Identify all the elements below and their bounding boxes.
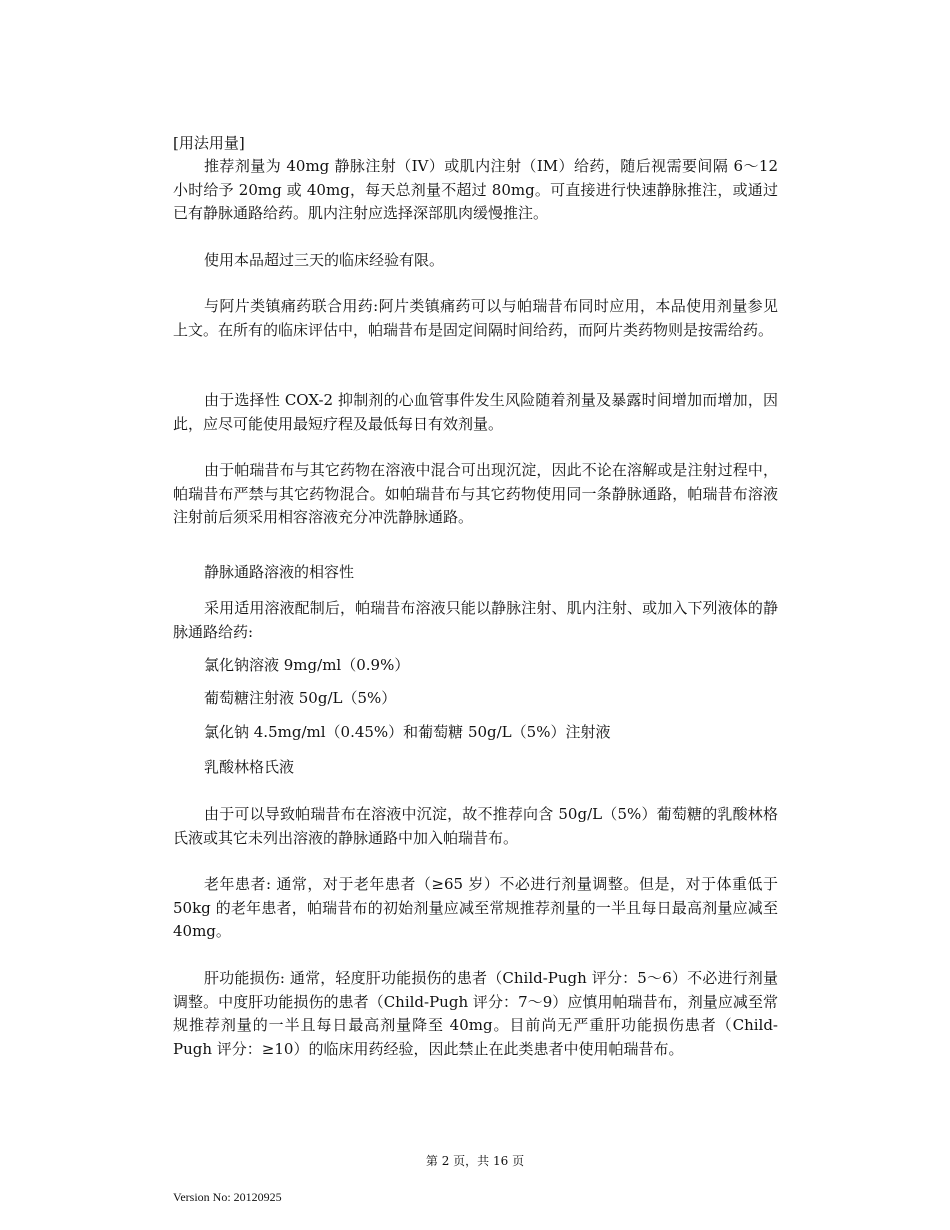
solution-item: 乳酸林格氏液 [204, 758, 295, 776]
solution-item: 氯化钠溶液 9mg/ml（0.9%） [204, 656, 410, 674]
paragraph-elderly: 老年患者: 通常，对于老年患者（≥65 岁）不必进行剂量调整。但是，对于体重低于 50kg 的老年患者，帕瑞昔布的初始剂量应减至常规推荐剂量的一半且每日最高剂量应减至 40mg。 [173, 875, 778, 940]
paragraph-cox2: 由于选择性 COX-2 抑制剂的心血管事件发生风险随着剂量及暴露时间增加而增加，因此，应尽可能使用最短疗程及最低每日有效剂量。 [173, 391, 778, 433]
paragraph-precipitation: 由于帕瑞昔布与其它药物在溶液中混合可出现沉淀，因此不论在溶解或是注射过程中，帕瑞昔布严禁与其它药物混合。如帕瑞昔布与其它药物使用同一条静脉通路，帕瑞昔布溶液注射前后须采用相容溶液充分冲洗静脉通路。 [173, 461, 778, 526]
paragraph-three-days: 使用本品超过三天的临床经验有限。 [204, 251, 445, 269]
paragraph-opioid: 与阿片类镇痛药联合用药:阿片类镇痛药可以与帕瑞昔布同时应用，本品使用剂量参见上文。在所有的临床评估中，帕瑞昔布是固定间隔时间给药，而阿片类药物则是按需给药。 [173, 297, 778, 339]
paragraph-not-recommended: 由于可以导致帕瑞昔布在溶液中沉淀，故不推荐向含 50g/L（5%）葡萄糖的乳酸林格氏液或其它未列出溶液的静脉通路中加入帕瑞昔布。 [173, 805, 778, 847]
paragraph-compat-title: 静脉通路溶液的相容性 [204, 563, 355, 581]
page-number: 第 2 页，共 16 页 [425, 1154, 525, 1168]
paragraph-dosage: 推荐剂量为 40mg 静脉注射（IV）或肌内注射（IM）给药，随后视需要间隔 6～12 小时给予 20mg 或 40mg，每天总剂量不超过 80mg。可直接进行快速静脉推注，或通过已有静脉通路给药。肌内注射应选择深部肌肉缓慢推注。 [173, 157, 778, 222]
paragraph-hepatic: 肝功能损伤: 通常，轻度肝功能损伤的患者（Child-Pugh 评分：5～6）不必进行剂量调整。中度肝功能损伤的患者（Child-Pugh 评分：7～9）应慎用帕瑞昔布，剂量应减至常规推荐剂量的一半且每日最高剂量降至 40mg。目前尚无严重肝功能损伤患者（Child-Pugh 评分：≥10）的临床用药经验，因此禁止在此类患者中使用帕瑞昔布。 [173, 969, 778, 1058]
solution-item: 葡萄糖注射液 50g/L（5%） [204, 689, 397, 707]
version-number: Version No: 20120925 [173, 1190, 282, 1204]
paragraph-compat-intro: 采用适用溶液配制后，帕瑞昔布溶液只能以静脉注射、肌内注射、或加入下列液体的静脉通路给药: [173, 599, 778, 641]
section-heading-dosage: [用法用量] [173, 134, 245, 152]
solution-item: 氯化钠 4.5mg/ml（0.45%）和葡萄糖 50g/L（5%）注射液 [204, 723, 611, 741]
